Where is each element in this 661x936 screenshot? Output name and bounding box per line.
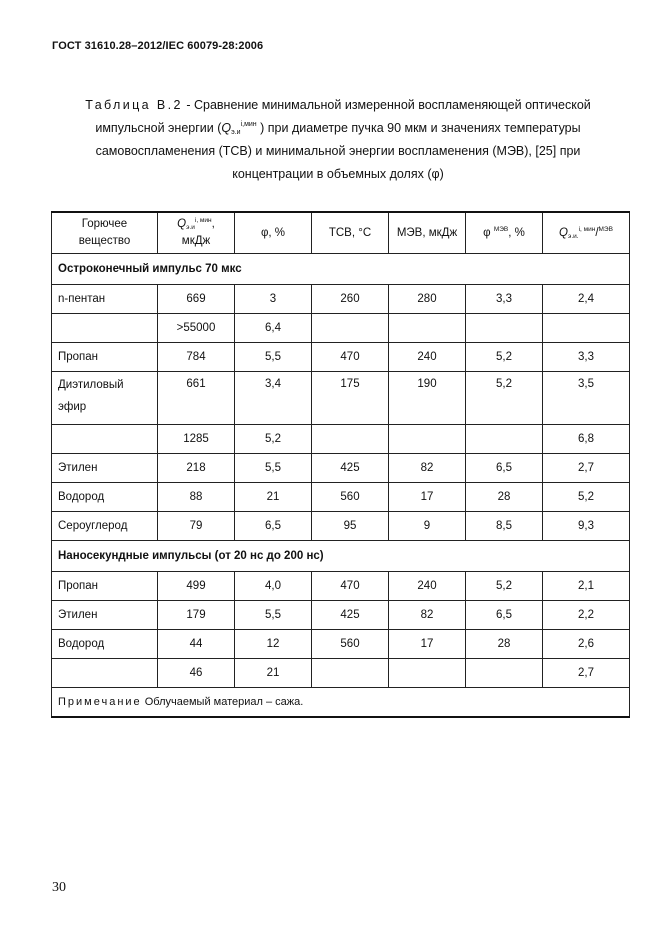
cell-mev: 240 xyxy=(389,572,466,601)
caption-line4: концентрации в объемных долях (φ) xyxy=(232,167,444,181)
cell-phi: 3 xyxy=(235,285,312,314)
section-title: Наносекундные импульсы (от 20 нс до 200 нс) xyxy=(52,541,630,572)
cell-phi-mev: 5,2 xyxy=(466,372,543,425)
cell-mev xyxy=(389,659,466,688)
cell-mev: 190 xyxy=(389,372,466,425)
cell-tsv xyxy=(312,314,389,343)
cell-phi: 5,2 xyxy=(235,425,312,454)
cell-tsv: 425 xyxy=(312,601,389,630)
cell-q: >55000 xyxy=(158,314,235,343)
section-row xyxy=(52,541,630,572)
table-row xyxy=(52,285,630,314)
header-fuel-line2: вещество xyxy=(78,235,131,247)
cell-mev: 240 xyxy=(389,343,466,372)
cell-phi: 6,4 xyxy=(235,314,312,343)
note-text: Облучаемый материал – сажа. xyxy=(141,696,304,708)
note-label: Примечание xyxy=(58,696,142,708)
header-ratio xyxy=(543,212,630,254)
cell-phi-mev: 6,5 xyxy=(466,601,543,630)
cell-phi: 5,5 xyxy=(235,454,312,483)
table-row xyxy=(52,343,630,372)
header-q-symbol: Q xyxy=(177,218,187,230)
caption-line2-b: ) при диаметре пучка 90 мкм и значениях температуры xyxy=(256,121,581,135)
table-row xyxy=(52,572,630,601)
comparison-table xyxy=(51,211,630,718)
header-ratio-slash: / xyxy=(595,226,599,239)
table-row xyxy=(52,425,630,454)
cell-tsv: 470 xyxy=(312,343,389,372)
cell-phi-mev: 8,5 xyxy=(466,512,543,541)
cell-mev xyxy=(389,314,466,343)
cell-phi-mev: 6,5 xyxy=(466,454,543,483)
cell-phi: 3,4 xyxy=(235,372,312,425)
header-phi-mev-unit: , % xyxy=(508,226,525,239)
cell-ratio: 2,7 xyxy=(543,454,630,483)
cell-ratio: 2,2 xyxy=(543,601,630,630)
cell-name-line2: эфир xyxy=(58,401,87,413)
cell-q: 79 xyxy=(158,512,235,541)
table-row xyxy=(52,314,630,343)
caption-q-sup: i,мин xyxy=(240,121,257,128)
table-row xyxy=(52,601,630,630)
cell-mev: 82 xyxy=(389,454,466,483)
caption-line2-a: импульсной энергии ( xyxy=(95,121,222,135)
cell-name-line1: Диэтиловый xyxy=(58,379,124,391)
cell-phi: 21 xyxy=(235,483,312,512)
section-row xyxy=(52,254,630,285)
cell-tsv: 175 xyxy=(312,372,389,425)
cell-tsv: 560 xyxy=(312,483,389,512)
cell-name xyxy=(52,659,158,688)
table-row xyxy=(52,372,630,425)
cell-phi-mev: 28 xyxy=(466,483,543,512)
cell-ratio: 3,3 xyxy=(543,343,630,372)
cell-q: 44 xyxy=(158,630,235,659)
table-row xyxy=(52,659,630,688)
cell-phi-mev: 3,3 xyxy=(466,285,543,314)
cell-name: n-пентан xyxy=(52,285,158,314)
caption-line1: - Сравнение минимальной измеренной воспламеняющей оптической xyxy=(182,98,591,112)
cell-tsv xyxy=(312,659,389,688)
cell-tsv: 260 xyxy=(312,285,389,314)
header-ratio-symbol: Q xyxy=(559,226,568,239)
cell-phi: 6,5 xyxy=(235,512,312,541)
cell-phi-mev: 28 xyxy=(466,630,543,659)
table-row xyxy=(52,454,630,483)
cell-tsv xyxy=(312,425,389,454)
cell-ratio: 2,6 xyxy=(543,630,630,659)
header-phi-mev-sup: МЭВ xyxy=(493,225,509,233)
table-note xyxy=(52,688,630,718)
cell-ratio: 6,8 xyxy=(543,425,630,454)
cell-phi-mev xyxy=(466,659,543,688)
cell-q: 784 xyxy=(158,343,235,372)
cell-mev: 17 xyxy=(389,630,466,659)
table-caption xyxy=(58,94,618,186)
cell-ratio xyxy=(543,314,630,343)
header-mev: МЭВ, мкДж xyxy=(389,212,466,254)
cell-ratio: 2,4 xyxy=(543,285,630,314)
cell-name: Водород xyxy=(52,630,158,659)
cell-ratio: 5,2 xyxy=(543,483,630,512)
cell-name xyxy=(52,425,158,454)
cell-q: 669 xyxy=(158,285,235,314)
header-phi-mev-symbol: φ xyxy=(483,226,491,239)
caption-label: Таблица В.2 xyxy=(85,98,183,112)
cell-mev: 9 xyxy=(389,512,466,541)
header-q-unit: мкДж xyxy=(181,235,211,247)
header-ratio-sup: i, мин xyxy=(578,225,596,233)
document-header: ГОСТ 31610.28–2012/IEC 60079-28:2006 xyxy=(52,40,264,52)
cell-q: 1285 xyxy=(158,425,235,454)
cell-name: Этилен xyxy=(52,601,158,630)
cell-phi-mev: 5,2 xyxy=(466,343,543,372)
cell-mev xyxy=(389,425,466,454)
cell-tsv: 425 xyxy=(312,454,389,483)
cell-phi-mev xyxy=(466,314,543,343)
cell-q: 661 xyxy=(158,372,235,425)
cell-tsv: 470 xyxy=(312,572,389,601)
cell-q: 88 xyxy=(158,483,235,512)
cell-tsv: 560 xyxy=(312,630,389,659)
cell-ratio: 9,3 xyxy=(543,512,630,541)
header-q-comma: , xyxy=(211,218,215,230)
caption-line3: самовоспламенения (ТСВ) и минимальной энергии воспламенения (МЭВ), [25] при xyxy=(95,144,581,158)
cell-q: 218 xyxy=(158,454,235,483)
cell-name xyxy=(52,372,158,425)
section-title: Остроконечный импульс 70 мкс xyxy=(52,254,630,285)
cell-phi: 21 xyxy=(235,659,312,688)
cell-name: Этилен xyxy=(52,454,158,483)
table-row xyxy=(52,483,630,512)
cell-phi: 12 xyxy=(235,630,312,659)
cell-ratio: 2,7 xyxy=(543,659,630,688)
cell-mev: 17 xyxy=(389,483,466,512)
cell-tsv: 95 xyxy=(312,512,389,541)
table-header-row xyxy=(52,212,630,254)
header-q-sup: i, мин xyxy=(194,217,212,224)
table-row xyxy=(52,630,630,659)
cell-name xyxy=(52,314,158,343)
cell-name: Пропан xyxy=(52,343,158,372)
caption-q-sub: э.и xyxy=(231,129,241,136)
cell-phi-mev: 5,2 xyxy=(466,572,543,601)
note-row xyxy=(52,688,630,718)
cell-phi-mev xyxy=(466,425,543,454)
cell-ratio: 2,1 xyxy=(543,572,630,601)
header-fuel xyxy=(52,212,158,254)
cell-q: 46 xyxy=(158,659,235,688)
header-phi: φ, % xyxy=(235,212,312,254)
header-q xyxy=(158,212,235,254)
caption-q-symbol: Q xyxy=(221,121,232,135)
header-phi-mev xyxy=(466,212,543,254)
cell-phi: 5,5 xyxy=(235,601,312,630)
header-ratio-sub: э.и. xyxy=(568,232,579,240)
cell-q: 499 xyxy=(158,572,235,601)
cell-mev: 82 xyxy=(389,601,466,630)
cell-mev: 280 xyxy=(389,285,466,314)
cell-phi: 4,0 xyxy=(235,572,312,601)
cell-phi: 5,5 xyxy=(235,343,312,372)
cell-name: Сероуглерод xyxy=(52,512,158,541)
cell-name: Водород xyxy=(52,483,158,512)
header-fuel-line1: Горючее xyxy=(81,218,128,230)
header-q-sub: э.и xyxy=(186,224,195,231)
header-tsv: ТСВ, °С xyxy=(312,212,389,254)
table-row xyxy=(52,512,630,541)
header-ratio-mev: МЭВ xyxy=(598,225,613,233)
cell-ratio: 3,5 xyxy=(543,372,630,425)
cell-q: 179 xyxy=(158,601,235,630)
cell-name: Пропан xyxy=(52,572,158,601)
page-number: 30 xyxy=(52,880,66,895)
